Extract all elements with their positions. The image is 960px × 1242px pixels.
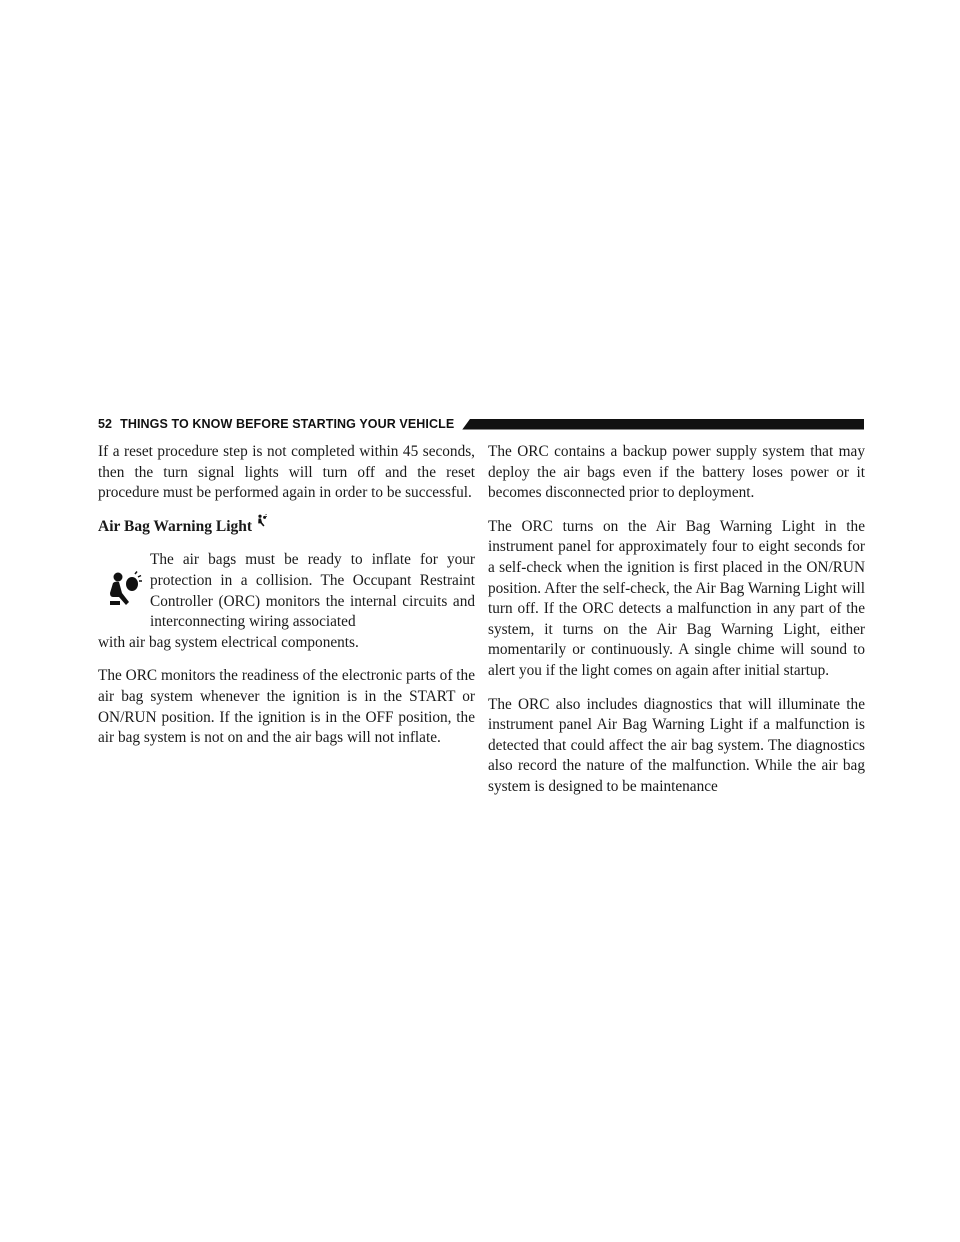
airbag-warning-paragraph: The air bags must be ready to inflate for your protection in a collision. The Occupant Restraint Controller (ORC) monitors the internal circuits and interconnecting wiring associated — [150, 551, 475, 631]
reset-procedure-paragraph: If a reset procedure step is not completed within 45 seconds, then the turn signal lights will turn off and the reset procedure must be performed again in order to be successful. — [98, 443, 475, 502]
section-title: THINGS TO KNOW BEFORE STARTING YOUR VEHICLE — [120, 417, 455, 431]
backup-power-paragraph: The ORC contains a backup power supply system that may deploy the air bags even if the battery loses power or it becomes disconnected prior to deployment. — [488, 443, 865, 502]
airbag-warning-icon — [255, 514, 267, 528]
self-check-paragraph: The ORC turns on the Air Bag Warning Light in the instrument panel for approximately four to eight seconds for a self-check when the ignition is first placed in the ON/RUN position. After the self-check, the Air Bag Warning Light will turn off. If the ORC detects a malfunction in any part of the system, it turns on the Air Bag Warning Light, either momentarily or continuously. A single chime will sound to alert you if the light comes on again after initial startup. — [488, 517, 865, 679]
page-number: 52 — [98, 417, 113, 431]
page-header — [98, 417, 864, 431]
heading-text: Air Bag Warning Light — [98, 517, 253, 535]
header-rule — [462, 419, 864, 430]
right-column — [488, 442, 865, 811]
orc-readiness-paragraph: The ORC monitors the readiness of the electronic parts of the air bag system whenever the ignition is in the START or ON/RUN position. If the ignition is in the OFF position, the air bag system is not on and the air bags will not inflate. — [98, 667, 475, 747]
airbag-warning-paragraph-continued: with air bag system electrical components. — [98, 633, 359, 651]
diagnostics-paragraph: The ORC also includes diagnostics that will illuminate the instrument panel Air Bag Warning Light if a malfunction is detected that could affect the air bag system. The diagnostics also record the nature of the malfunction. While the air bag system is designed to be maintenance — [488, 695, 865, 795]
airbag-warning-heading — [98, 517, 475, 538]
airbag-seated-person-icon — [104, 571, 142, 609]
airbag-warning-block — [98, 550, 475, 632]
left-column — [98, 442, 475, 762]
